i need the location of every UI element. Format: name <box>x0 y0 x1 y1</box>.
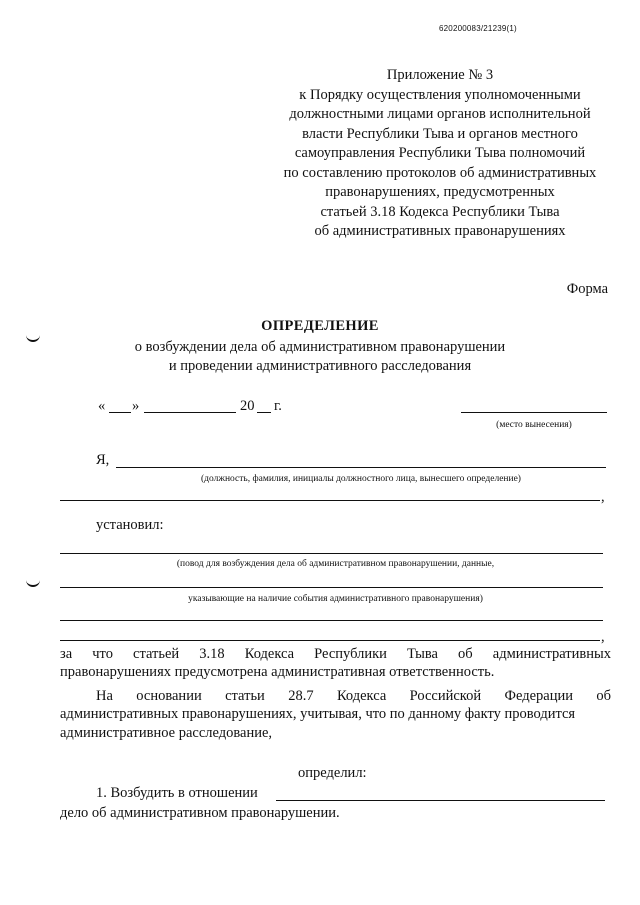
form-label: Форма <box>566 281 608 297</box>
official-caption: (должность, фамилия, инициалы должностного лица, вынесшего определение) <box>201 474 521 484</box>
month-field[interactable] <box>144 412 236 413</box>
place-caption: (место вынесения) <box>496 420 572 430</box>
day-field[interactable] <box>109 412 131 413</box>
reason-field-3[interactable] <box>60 620 603 621</box>
subtitle-line: о возбуждении дела об административном правонарушении <box>134 339 506 355</box>
appendix-line: к Порядку осуществления уполномоченными <box>299 86 581 103</box>
appendix-line: об административных правонарушениях <box>314 223 566 239</box>
reason-caption-1: (повод для возбуждения дела об административном правонарушении, данные, <box>176 559 495 569</box>
comma: , <box>601 629 605 645</box>
document-subtitle <box>0 338 640 376</box>
item-1-tail: дело об административном правонарушении. <box>60 805 340 821</box>
document-title: ОПРЕДЕЛЕНИЕ <box>261 318 379 334</box>
date-open-quote: « <box>98 398 106 414</box>
appendix-line: статьей 3.18 Кодекса Республики Тыва <box>320 203 560 220</box>
place-field[interactable] <box>461 412 607 413</box>
established-label: установил: <box>96 517 164 533</box>
basis-line-1: На основании статьи 28.7 Кодекса Российской Федерации об <box>96 688 611 704</box>
liability-line-1: за что статьей 3.18 Кодекса Республики Тыва об административных <box>60 646 611 662</box>
determined-label: определил: <box>298 765 367 781</box>
document-id: 620200083/21239(1) <box>439 24 517 33</box>
subtitle-line: и проведении административного расследования <box>168 358 472 374</box>
appendix-line: самоуправления Республики Тыва полномочий <box>294 145 586 161</box>
ya-label: Я, <box>96 452 110 468</box>
year-suffix: г. <box>274 398 282 414</box>
item-1-label: 1. Возбудить в отношении <box>96 785 258 801</box>
reason-caption-2: указывающие на наличие события административного правонарушения) <box>188 594 483 604</box>
appendix-line: должностными лицами органов исполнительной <box>289 106 591 122</box>
reason-field-2[interactable] <box>60 587 603 588</box>
appendix-line: Приложение № 3 <box>386 67 494 83</box>
official-field-cont[interactable] <box>60 500 600 501</box>
appendix-line: по составлению протоколов об административных <box>283 164 597 181</box>
year-prefix: 20 <box>240 398 255 414</box>
liability-line-2: правонарушениях предусмотрена административная ответственность. <box>60 664 495 680</box>
appendix-line: правонарушениях, предусмотренных <box>325 184 555 200</box>
date-close-quote: » <box>132 398 140 414</box>
appendix-header <box>250 66 630 242</box>
appendix-line: власти Республики Тыва и органов местного <box>302 125 578 142</box>
official-field[interactable] <box>116 467 606 468</box>
year-field[interactable] <box>257 412 271 413</box>
comma: , <box>601 489 605 505</box>
reason-field-4[interactable] <box>60 640 600 641</box>
basis-line-2: административных правонарушениях, учитывая, что по данному факту проводится <box>60 706 576 722</box>
item-1-field[interactable] <box>276 800 605 801</box>
margin-mark <box>26 577 40 587</box>
reason-field-1[interactable] <box>60 553 603 554</box>
basis-line-3: административное расследование, <box>60 725 273 741</box>
